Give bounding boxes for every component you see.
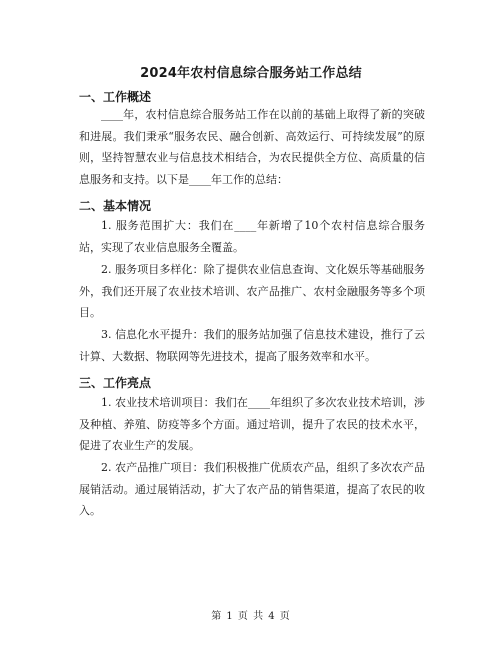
- page-number-footer: 第 1 页 共 4 页: [211, 611, 291, 622]
- section-heading-overview: 一、工作概述: [79, 90, 152, 104]
- paragraph-projects: 2. 服务项目多样化：除了提供农业信息查询、文化娱乐等基础服务外，我们还开展了农业技术培训、农产品推广、农村金融服务等多个项目。: [79, 263, 425, 319]
- paragraph-promotion: 2. 农产品推广项目：我们积极推广优质农产品，组织了多次农产品展销活动。通过展销活动，扩大了农产品的销售渠道，提高了农民的收入。: [79, 461, 425, 517]
- paragraph-overview: ____年，农村信息综合服务站工作在以前的基础上取得了新的突破和进展。我们秉承“服务农民、融合创新、高效运行、可持续发展”的原则，坚持智慧农业与信息技术相结合，为农民提供全方位、高质量的信息服务和支持。以下是____年工作的总结：: [79, 108, 425, 186]
- paragraph-scope: 1. 服务范围扩大：我们在____年新增了10个农村信息综合服务站，实现了农业信息服务全覆盖。: [79, 219, 425, 254]
- section-heading-highlights: 三、工作亮点: [79, 376, 152, 390]
- section-heading-basic: 二、基本情况: [79, 199, 152, 213]
- document-title: 2024年农村信息综合服务站工作总结: [140, 66, 362, 81]
- paragraph-training: 1. 农业技术培训项目：我们在____年组织了多次农业技术培训，涉及种植、养殖、防疫等多个方面。通过培训，提升了农民的技术水平，促进了农业生产的发展。: [79, 396, 425, 452]
- paragraph-informatization: 3. 信息化水平提升：我们的服务站加强了信息技术建设，推行了云计算、大数据、物联网等先进技术，提高了服务效率和水平。: [79, 328, 425, 363]
